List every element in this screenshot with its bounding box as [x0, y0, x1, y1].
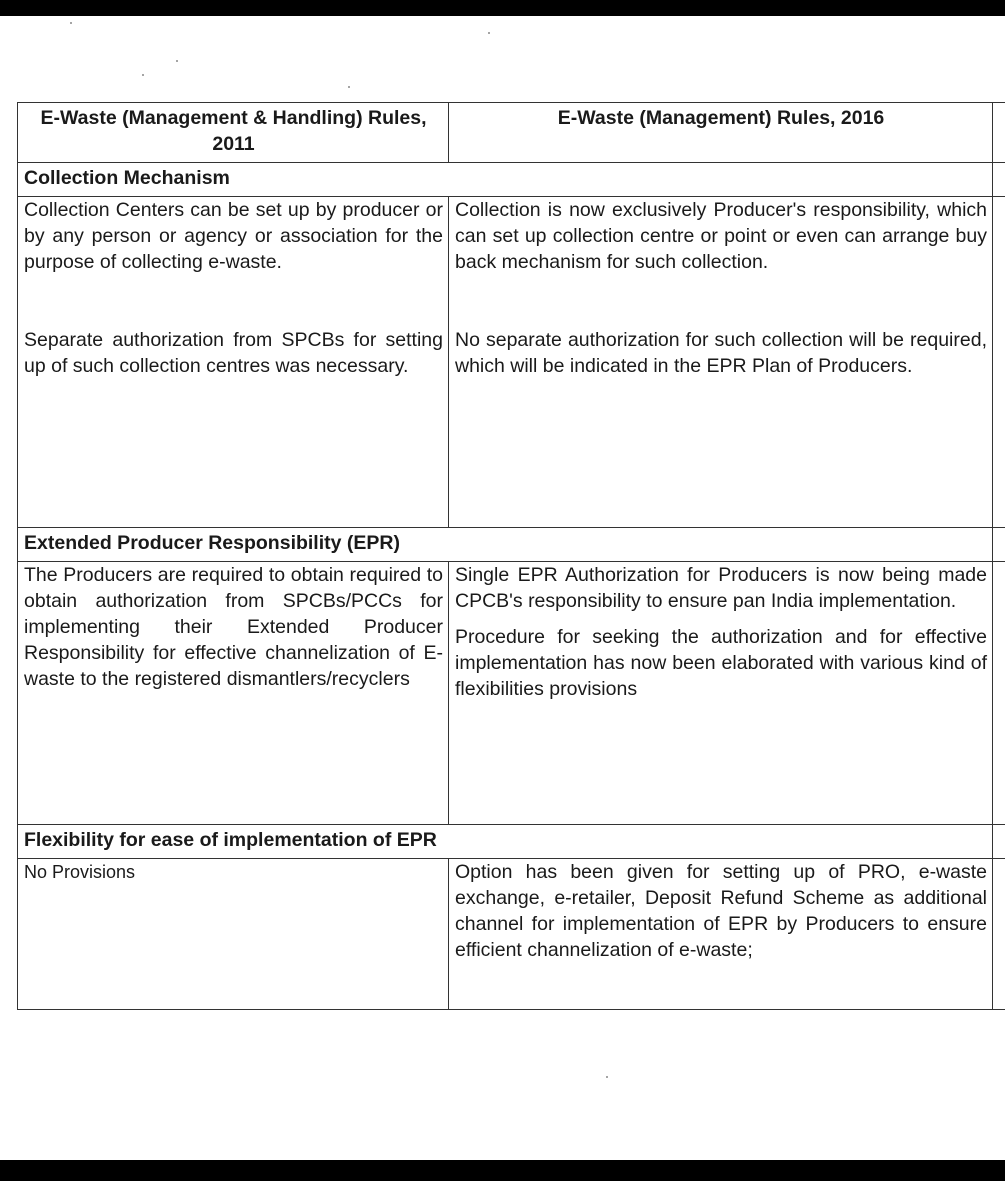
cropped-column-cell [993, 528, 1005, 562]
cell-2011-flexibility [18, 859, 449, 1010]
cropped-column-cell [993, 163, 1005, 197]
header-2011-rules: E-Waste (Management & Handling) Rules, 2011 [18, 103, 449, 163]
paragraph: Collection is now exclusively Producer's responsibility, which can set up collection centre or point or even can arrange buy back mechanism for such collection. [455, 199, 987, 273]
section-row-flexibility [18, 825, 1005, 859]
paragraph: Collection Centers can be set up by producer or by any person or agency or association for the purpose of collecting e-waste. [24, 199, 443, 273]
section-row-collection [18, 163, 1005, 197]
cell-2011-epr [18, 562, 449, 825]
section-row-epr [18, 528, 1005, 562]
cropped-column-cell [993, 103, 1005, 163]
table-row [18, 562, 1005, 825]
paragraph: Procedure for seeking the authorization and for effective implementation has now been elaborated with various kind of flexibilities provisions [455, 626, 987, 700]
paragraph: Option has been given for setting up of PRO, e-waste exchange, e-retailer, Deposit Refund Scheme as additional channel for implementation of EPR by Producers to ensure efficient channelization of e-waste; [455, 861, 987, 961]
header-2016-rules: E-Waste (Management) Rules, 2016 [449, 103, 993, 163]
scan-speck [348, 86, 350, 88]
cropped-column-cell [993, 562, 1005, 825]
cropped-column-cell [993, 859, 1005, 1010]
scan-speck [488, 32, 490, 34]
paragraph: Single EPR Authorization for Producers is now being made CPCB's responsibility to ensure pan India implementation. [455, 564, 987, 612]
paragraph: No Provisions [24, 862, 136, 882]
cropped-column-cell [993, 197, 1005, 528]
section-title-flexibility: Flexibility for ease of implementation of EPR [18, 825, 993, 859]
scan-speck [142, 74, 144, 76]
cell-2016-collection [449, 197, 993, 528]
scan-speck [176, 60, 178, 62]
table-row [18, 859, 1005, 1010]
top-scan-border [0, 0, 1005, 16]
comparison-table [17, 102, 1005, 1010]
scan-speck [606, 1076, 608, 1078]
paragraph: No separate authorization for such collection will be required, which will be indicated in the EPR Plan of Producers. [455, 329, 987, 377]
paragraph: The Producers are required to obtain required to obtain authorization from SPCBs/PCCs for implementing their Extended Producer Responsibility for effective channelization of E-waste to the registered dismantlers/recyclers [24, 564, 443, 690]
scan-speck [70, 22, 72, 24]
cell-2016-flexibility [449, 859, 993, 1010]
cropped-column-cell [993, 825, 1005, 859]
table-row [18, 197, 1005, 528]
cell-2011-collection [18, 197, 449, 528]
paragraph: Separate authorization from SPCBs for setting up of such collection centres was necessary. [24, 329, 443, 377]
table-header-row [18, 103, 1005, 163]
cell-2016-epr [449, 562, 993, 825]
bottom-scan-border [0, 1160, 1005, 1181]
section-title-epr: Extended Producer Responsibility (EPR) [18, 528, 993, 562]
section-title-collection-mechanism: Collection Mechanism [18, 163, 993, 197]
